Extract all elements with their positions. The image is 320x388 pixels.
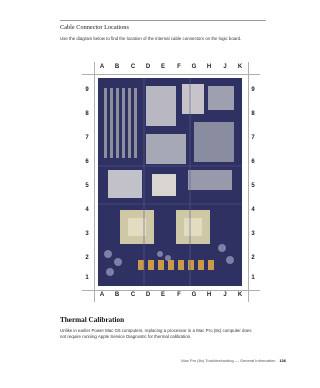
row-label-right: 7 [251, 135, 255, 141]
thermal-text-line: not require running Apple Service Diagnostic for thermal calibration. [60, 334, 192, 340]
page-number: 136 [279, 358, 286, 363]
row-label-left: 6 [85, 159, 89, 165]
grid-top-line [82, 74, 260, 75]
col-label-bottom: J [223, 292, 227, 298]
thermal-calibration-text [60, 328, 290, 340]
row-label-right: 4 [251, 207, 255, 213]
row-label-right: 6 [251, 159, 255, 165]
row-label-right: 3 [251, 231, 255, 237]
intro-text: Use the diagram below to find the location of the internal cable connectors on the logic board. [60, 36, 242, 41]
row-label-left: 7 [85, 135, 89, 141]
col-label-top: F [177, 64, 181, 70]
row-label-right: 8 [251, 111, 255, 117]
page-footer [181, 358, 286, 363]
row-label-left: 2 [85, 255, 89, 261]
row-label-left: 1 [85, 275, 89, 281]
col-label-bottom: B [114, 292, 120, 298]
grid-right-line [248, 62, 249, 302]
row-label-right: 5 [251, 183, 255, 189]
row-label-left: 8 [85, 111, 89, 117]
col-label-bottom: C [130, 292, 136, 298]
row-label-left: 5 [85, 183, 89, 189]
col-label-bottom: A [99, 292, 105, 298]
col-label-top: J [223, 64, 227, 70]
grid-bottom-line [82, 290, 260, 291]
col-label-top: B [114, 64, 120, 70]
row-label-right: 1 [251, 275, 255, 281]
col-label-top: A [99, 64, 105, 70]
col-label-top: E [160, 64, 165, 70]
connector-grid [82, 62, 260, 302]
col-label-bottom: K [237, 292, 243, 298]
col-label-bottom: D [145, 292, 151, 298]
col-label-bottom: F [177, 292, 181, 298]
row-label-right: 2 [251, 255, 255, 261]
col-label-top: C [130, 64, 136, 70]
row-label-left: 3 [85, 231, 89, 237]
row-label-left: 9 [85, 87, 89, 93]
row-label-right: 9 [251, 87, 255, 93]
thermal-calibration-heading: Thermal Calibration [60, 316, 125, 324]
col-label-top: K [237, 64, 243, 70]
col-label-bottom: G [191, 292, 197, 298]
row-label-left: 4 [85, 207, 89, 213]
footer-text: Mac Pro (8x) Troubleshooting — General Information [181, 358, 276, 363]
col-label-top: D [145, 64, 151, 70]
thermal-text-line: Unlike in earlier Power Mac G5 computers, replacing a processor in a Mac Pro (8x) computer does [60, 328, 252, 333]
col-label-bottom: E [160, 292, 165, 298]
col-label-bottom: H [206, 292, 212, 298]
top-rule [60, 20, 266, 21]
section-title: Cable Connector Locations [60, 24, 129, 31]
col-label-top: G [191, 64, 197, 70]
col-label-top: H [206, 64, 212, 70]
grid-left-line [94, 62, 95, 302]
